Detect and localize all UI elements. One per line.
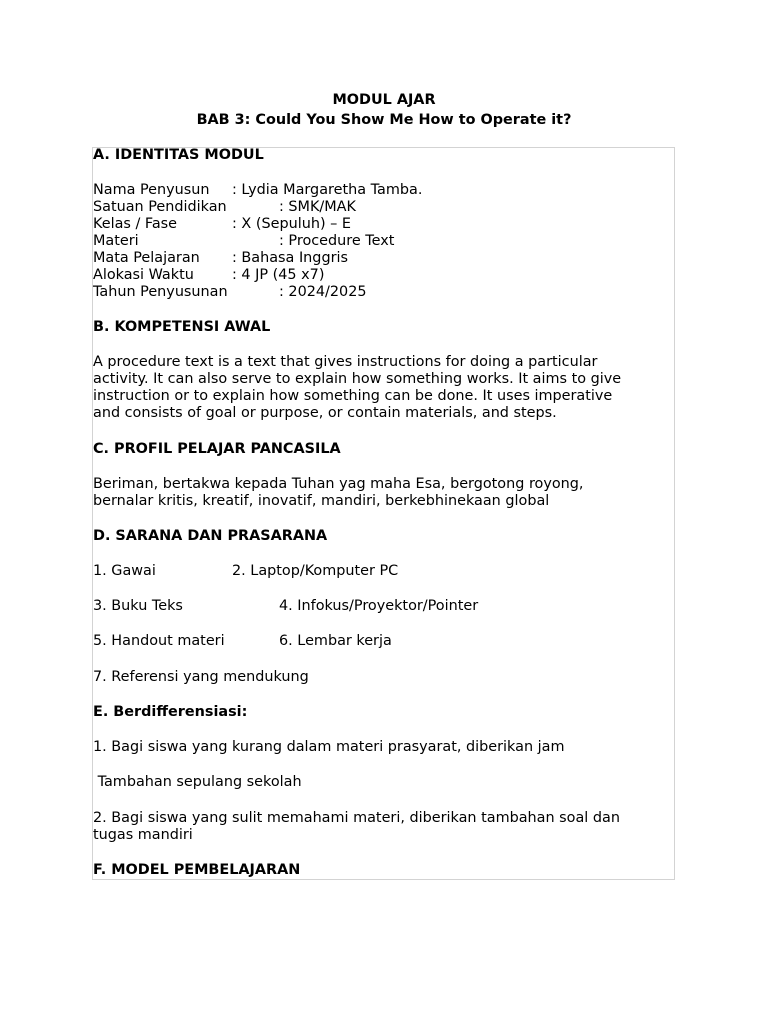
profil-pelajar-line: bernalar kritis, kreatif, inovatif, mandiri, berkebhinekaan global — [93, 493, 550, 509]
differensiasi-line: tugas mandiri — [93, 827, 193, 843]
differensiasi-line: 1. Bagi siswa yang kurang dalam materi prasyarat, diberikan jam — [93, 739, 565, 755]
section-d-heading: D. SARANA DAN PRASARANA — [93, 528, 328, 544]
section-b-heading: B. KOMPETENSI AWAL — [93, 319, 271, 335]
identity-value: : Bahasa Inggris — [232, 250, 348, 266]
section-e-heading: E. Berdifferensiasi: — [93, 704, 248, 720]
section-f-heading: F. MODEL PEMBELAJARAN — [93, 862, 301, 878]
identity-label: Kelas / Fase — [93, 216, 178, 232]
identity-value: : SMK/MAK — [279, 199, 356, 215]
identity-row-nama-penyusun — [93, 182, 423, 199]
section-a-heading: A. IDENTITAS MODUL — [93, 147, 264, 163]
differensiasi-line: Tambahan sepulang sekolah — [93, 774, 302, 790]
identity-value: : 2024/2025 — [279, 284, 367, 300]
identity-label: Satuan Pendidikan — [93, 199, 227, 215]
sarana-item: 4. Infokus/Proyektor/Pointer — [279, 598, 479, 614]
identity-row-satuan-pendidikan — [93, 199, 356, 216]
document-subtitle: BAB 3: Could You Show Me How to Operate it? — [196, 112, 572, 128]
identity-label: Nama Penyusun — [93, 182, 210, 198]
identity-row-mata-pelajaran — [93, 250, 348, 267]
section-c-heading: C. PROFIL PELAJAR PANCASILA — [93, 441, 341, 457]
kompetensi-awal-line: and consists of goal or purpose, or contain materials, and steps. — [93, 405, 557, 421]
kompetensi-awal-line: activity. It can also serve to explain how something works. It aims to give — [93, 371, 622, 387]
profil-pelajar-line: Beriman, bertakwa kepada Tuhan yag maha Esa, bergotong royong, — [93, 476, 584, 492]
identity-row-materi — [93, 233, 395, 250]
sarana-item: 2. Laptop/Komputer PC — [232, 563, 399, 579]
identity-value: : X (Sepuluh) – E — [232, 216, 352, 232]
differensiasi-line: 2. Bagi siswa yang sulit memahami materi, diberikan tambahan soal dan — [93, 810, 620, 826]
identity-row-alokasi-waktu — [93, 267, 325, 284]
identity-value: : Procedure Text — [279, 233, 395, 249]
identity-label: Mata Pelajaran — [93, 250, 200, 266]
sarana-item: 5. Handout materi — [93, 633, 225, 649]
identity-label: Tahun Penyusunan — [93, 284, 228, 300]
identity-row-tahun-penyusunan — [93, 284, 367, 301]
identity-label: Alokasi Waktu — [93, 267, 194, 283]
kompetensi-awal-line: A procedure text is a text that gives instructions for doing a particular — [93, 354, 598, 370]
sarana-item: 7. Referensi yang mendukung — [93, 669, 309, 685]
sarana-item: 6. Lembar kerja — [279, 633, 392, 649]
sarana-item: 1. Gawai — [93, 563, 156, 579]
sarana-item: 3. Buku Teks — [93, 598, 183, 614]
kompetensi-awal-line: instruction or to explain how something can be done. It uses imperative — [93, 388, 613, 404]
document-title: MODUL AJAR — [332, 92, 436, 108]
identity-value: : Lydia Margaretha Tamba. — [232, 182, 423, 198]
identity-label: Materi — [93, 233, 139, 249]
identity-value: : 4 JP (45 x7) — [232, 267, 325, 283]
identity-row-kelas-fase — [93, 216, 352, 233]
